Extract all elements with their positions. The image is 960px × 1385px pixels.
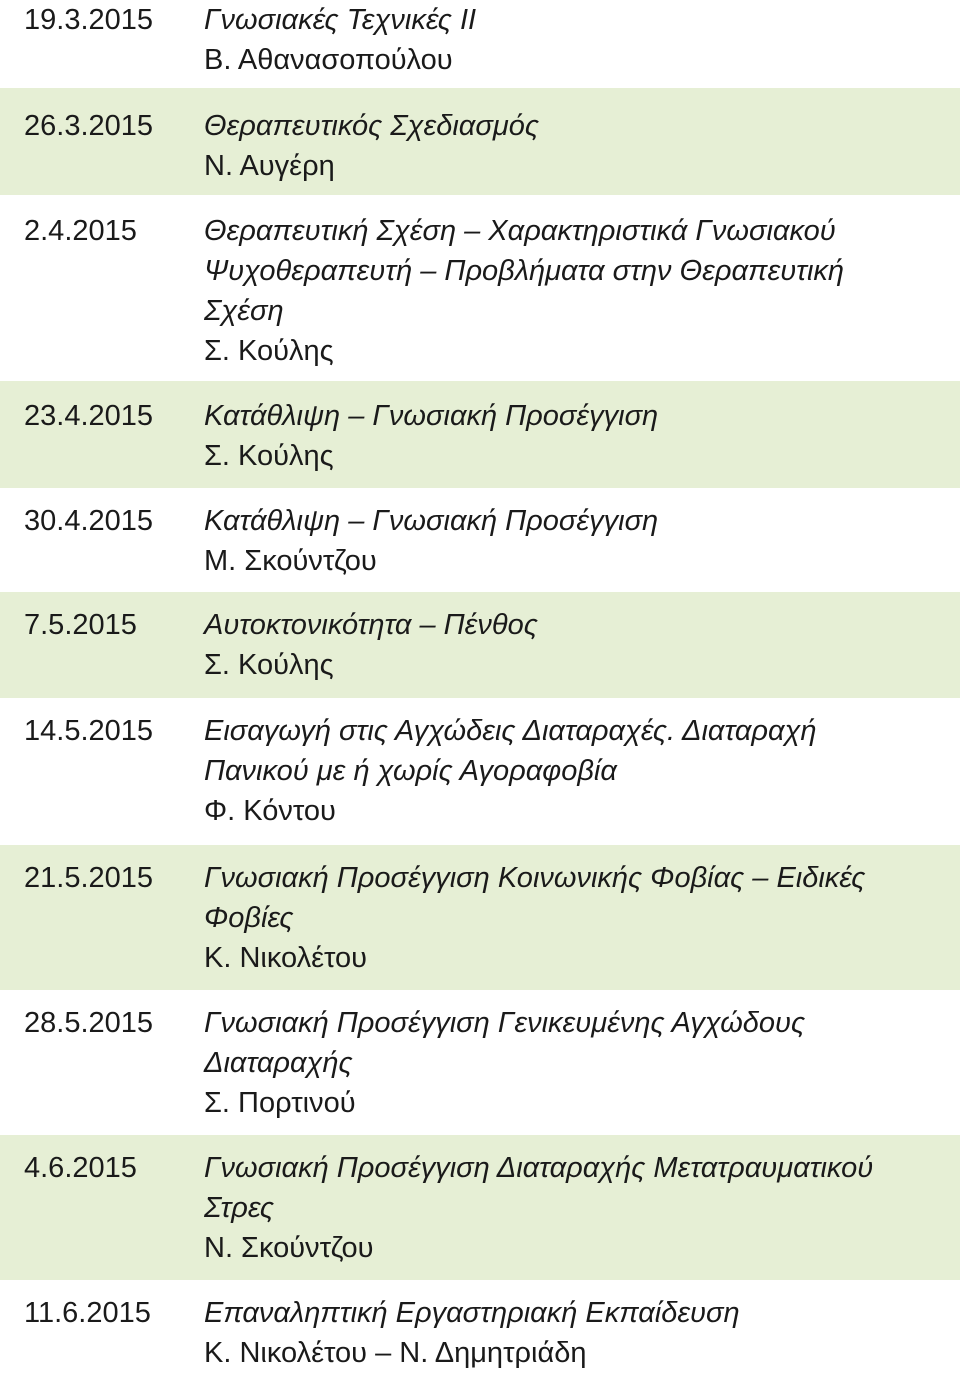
session-speaker: Σ. Κούλης [204, 649, 334, 681]
session-speaker: Σ. Κούλης [204, 440, 334, 472]
session-date: 30.4.2015 [24, 505, 154, 537]
session-row [0, 88, 960, 195]
session-title: Διαταραχής [204, 1047, 353, 1079]
session-date: 19.3.2015 [24, 4, 154, 36]
session-row [0, 698, 960, 845]
session-date: 7.5.2015 [24, 609, 137, 641]
session-title: Αυτοκτονικότητα – Πένθος [204, 609, 538, 641]
session-title: Θεραπευτικός Σχεδιασμός [204, 110, 539, 142]
session-row [0, 488, 960, 592]
session-date: 11.6.2015 [24, 1297, 151, 1329]
session-title: Εισαγωγή στις Αγχώδεις Διαταραχές. Διαταραχή [204, 715, 817, 747]
session-speaker: Φ. Κόντου [204, 795, 336, 827]
session-speaker: Ν. Αυγέρη [204, 150, 335, 182]
session-content [204, 396, 950, 488]
session-title: Θεραπευτική Σχέση – Χαρακτηριστικά Γνωσιακού [204, 215, 836, 247]
session-date: 21.5.2015 [24, 862, 154, 894]
session-date: 4.6.2015 [24, 1152, 137, 1184]
session-content [204, 858, 950, 990]
session-speaker: Ν. Σκούντζου [204, 1232, 374, 1264]
session-speaker: Κ. Νικολέτου – Ν. Δημητριάδη [204, 1337, 587, 1369]
session-content [204, 711, 950, 845]
session-content [204, 211, 950, 381]
session-speaker: Σ. Πορτινού [204, 1087, 356, 1119]
session-title: Πανικού με ή χωρίς Αγοραφοβία [204, 755, 617, 787]
session-speaker: Β. Αθανασοπούλου [204, 44, 453, 76]
session-row [0, 381, 960, 488]
session-title: Επαναληπτική Εργαστηριακή Εκπαίδευση [204, 1297, 740, 1329]
session-title: Φοβίες [204, 902, 294, 934]
session-content [204, 501, 950, 592]
session-title: Στρες [204, 1192, 274, 1224]
session-title: Κατάθλιψη – Γνωσιακή Προσέγγιση [204, 400, 659, 432]
session-content [204, 0, 950, 88]
session-row [0, 990, 960, 1135]
session-title: Γνωσιακές Τεχνικές ΙΙ [204, 4, 477, 36]
session-title: Γνωσιακή Προσέγγιση Γενικευμένης Αγχώδους [204, 1007, 806, 1039]
session-row [0, 1135, 960, 1280]
session-title: Γνωσιακή Προσέγγιση Διαταραχής Μετατραυματικού [204, 1152, 874, 1184]
session-content [204, 1293, 950, 1385]
session-title: Σχέση [204, 295, 284, 327]
session-row [0, 1280, 960, 1385]
session-row [0, 0, 960, 88]
session-row [0, 592, 960, 698]
session-date: 2.4.2015 [24, 215, 137, 247]
session-content [204, 605, 950, 698]
session-row [0, 195, 960, 381]
session-title: Γνωσιακή Προσέγγιση Κοινωνικής Φοβίας – Ειδικές [204, 862, 866, 894]
session-content [204, 1148, 950, 1280]
session-content [204, 1003, 950, 1135]
session-title: Κατάθλιψη – Γνωσιακή Προσέγγιση [204, 505, 659, 537]
session-speaker: Σ. Κούλης [204, 335, 334, 367]
session-title: Ψυχοθεραπευτή – Προβλήματα στην Θεραπευτική [204, 255, 845, 287]
session-row [0, 845, 960, 990]
session-date: 23.4.2015 [24, 400, 154, 432]
session-speaker: Κ. Νικολέτου [204, 942, 368, 974]
session-speaker: Μ. Σκούντζου [204, 545, 377, 577]
session-date: 14.5.2015 [24, 715, 154, 747]
session-date: 28.5.2015 [24, 1007, 154, 1039]
session-content [204, 106, 950, 195]
session-date: 26.3.2015 [24, 110, 154, 142]
